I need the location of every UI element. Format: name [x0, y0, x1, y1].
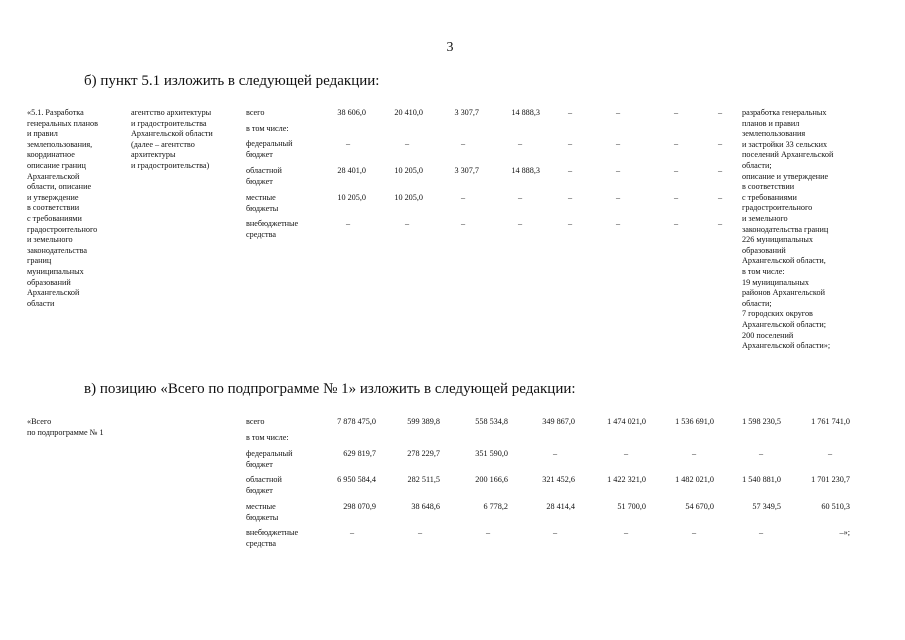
table-cell: 1 761 741,0 — [811, 417, 850, 426]
row-label: областной — [246, 166, 282, 175]
result-text-line: 7 городских округов — [742, 309, 813, 319]
table-cell: – — [623, 449, 629, 458]
result-text-line: области; — [742, 161, 772, 170]
table-cell: – — [615, 219, 621, 228]
table-cell: –»; — [839, 528, 850, 537]
table-cell: 54 670,0 — [685, 502, 714, 511]
item-text-line: и земельного — [27, 235, 73, 245]
table-cell: – — [417, 528, 423, 537]
table-cell: – — [404, 139, 410, 148]
executor-text-line: и градостроительства) — [131, 161, 210, 170]
item-text-line: описание границ — [27, 161, 86, 170]
item-text-line: землепользования, — [27, 139, 93, 149]
table-cell: 28 401,0 — [337, 166, 366, 175]
result-text-line: 200 поселений — [742, 330, 794, 340]
item-text-line: и правил — [27, 129, 58, 139]
row-label: средства — [246, 229, 277, 239]
table-cell: 321 452,6 — [542, 475, 575, 484]
executor-text-line: (далее – агентство — [131, 139, 195, 149]
result-text-line: в том числе: — [742, 267, 785, 276]
result-text-line: Архангельской области, — [742, 256, 826, 266]
item-text-line: муниципальных — [27, 267, 84, 276]
table-cell: 351 590,0 — [475, 449, 508, 458]
table-cell: 298 070,9 — [343, 502, 376, 511]
row-label: бюджеты — [246, 203, 279, 213]
executor-text-line: и градостроительства — [131, 118, 207, 128]
table-cell: – — [673, 166, 679, 175]
table-cell: 14 888,3 — [511, 108, 540, 117]
table-cell: 3 307,7 — [454, 108, 479, 117]
table-cell: – — [485, 528, 491, 537]
item-text-line: «Всего — [27, 417, 52, 426]
table-cell: – — [827, 449, 833, 458]
table-cell: – — [673, 193, 679, 202]
result-text-line: поселений Архангельской — [742, 150, 834, 160]
item-text-line: области — [27, 298, 55, 308]
table-cell: 6 950 584,4 — [337, 475, 376, 484]
table-cell: 3 307,7 — [454, 166, 479, 175]
table-cell: – — [691, 528, 697, 537]
row-label: всего — [246, 417, 265, 426]
item-text-line: градостроительного — [27, 224, 98, 234]
table-cell: 51 700,0 — [617, 502, 646, 511]
row-label: в том числе: — [246, 433, 289, 442]
table-cell: – — [460, 139, 466, 148]
result-text-line: образований — [742, 245, 786, 255]
table-cell: – — [673, 139, 679, 148]
table-cell: 10 205,0 — [394, 166, 423, 175]
row-label: федеральный — [246, 449, 293, 458]
table-cell: – — [717, 166, 723, 175]
table-cell: 278 229,7 — [407, 449, 440, 458]
table-cell: 60 510,3 — [821, 502, 850, 511]
result-text-line: в соответствии — [742, 182, 795, 192]
table-cell: 7 878 475,0 — [337, 417, 376, 426]
result-text-line: законодательства границ — [742, 224, 829, 234]
table-cell: 1 598 230,5 — [742, 417, 781, 426]
section-v-heading: в) позицию «Всего по подпрограмме № 1» изложить в следующей редакции: — [84, 381, 576, 397]
row-label: бюджеты — [246, 512, 279, 522]
executor-text-line: Архангельской области — [131, 129, 213, 139]
item-text-line: координатное — [27, 150, 75, 160]
table-cell: 38 648,6 — [411, 502, 440, 511]
table-cell: – — [460, 219, 466, 228]
row-label: внебюджетные — [246, 528, 299, 537]
table-cell: 10 205,0 — [394, 193, 423, 202]
table-cell: 599 389,8 — [407, 417, 440, 426]
result-text-line: градостроительного — [742, 203, 813, 213]
row-label: местные — [246, 502, 276, 511]
item-text-line: образований — [27, 277, 71, 287]
item-text-line: и утверждение — [27, 192, 79, 202]
table-cell: – — [758, 449, 764, 458]
table-cell: – — [345, 219, 351, 228]
row-label: бюджет — [246, 149, 273, 159]
table-cell: 14 888,3 — [511, 166, 540, 175]
table-cell: 10 205,0 — [337, 193, 366, 202]
result-text-line: районов Архангельской — [742, 288, 825, 298]
table-cell: 558 534,8 — [475, 417, 508, 426]
item-text-line: по подпрограмме № 1 — [27, 427, 104, 437]
table-cell: – — [615, 166, 621, 175]
table-cell: – — [717, 108, 723, 117]
table-cell: – — [691, 449, 697, 458]
row-label: бюджет — [246, 176, 273, 186]
table-cell: – — [717, 219, 723, 228]
page-number: 3 — [446, 40, 454, 55]
row-label: областной — [246, 475, 282, 484]
table-cell: – — [404, 219, 410, 228]
item-text-line: границ — [27, 256, 52, 266]
result-text-line: области; — [742, 298, 772, 308]
table-cell: – — [673, 219, 679, 228]
result-text-line: Архангельской области; — [742, 320, 827, 329]
table-cell: 20 410,0 — [394, 108, 423, 117]
table-cell: – — [517, 139, 523, 148]
result-text-line: 19 муниципальных — [742, 277, 809, 287]
table-cell: – — [345, 139, 351, 148]
item-text-line: области, описание — [27, 182, 92, 192]
item-text-line: с требованиями — [27, 214, 82, 223]
table-cell: – — [567, 166, 573, 175]
table-cell: 1 701 230,7 — [811, 475, 850, 484]
table-cell: 28 414,4 — [546, 502, 575, 511]
table-cell: 1 536 691,0 — [675, 417, 714, 426]
table-cell: – — [552, 528, 558, 537]
row-label: в том числе: — [246, 124, 289, 133]
table-cell: – — [615, 193, 621, 202]
table-cell: – — [552, 449, 558, 458]
item-text-line: Архангельской — [27, 288, 80, 298]
item-text-line: в соответствии — [27, 203, 80, 213]
row-label: средства — [246, 538, 277, 548]
table-cell: 629 819,7 — [343, 449, 376, 458]
executor-text-line: агентство архитектуры — [131, 108, 212, 117]
table-cell: 349 867,0 — [542, 417, 575, 426]
result-text-line: разработка генеральных — [742, 108, 827, 117]
table-cell: – — [673, 108, 679, 117]
result-text-line: землепользования — [742, 129, 806, 139]
table-cell: – — [517, 193, 523, 202]
table-cell: 57 349,5 — [752, 502, 781, 511]
table-cell: 6 778,2 — [483, 502, 508, 511]
result-text-line: планов и правил — [742, 118, 800, 128]
table-cell: – — [615, 108, 621, 117]
table-cell: – — [567, 193, 573, 202]
table-cell: – — [567, 108, 573, 117]
row-label: бюджет — [246, 459, 273, 469]
result-text-line: Архангельской области»; — [742, 341, 831, 351]
table-cell: 200 166,6 — [475, 475, 508, 484]
item-text-line: законодательства — [27, 245, 87, 255]
result-text-line: 226 муниципальных — [742, 235, 814, 245]
section-b-heading: б) пункт 5.1 изложить в следующей редакции: — [84, 73, 380, 89]
table-cell: 1 422 321,0 — [607, 475, 646, 484]
row-label: бюджет — [246, 485, 273, 495]
row-label: федеральный — [246, 139, 293, 148]
table-cell: 1 474 021,0 — [607, 417, 646, 426]
executor-text-line: архитектуры — [131, 150, 176, 160]
table-cell: – — [717, 193, 723, 202]
item-text-line: генеральных планов — [27, 118, 98, 128]
result-text-line: с требованиями — [742, 192, 797, 202]
result-text-line: и застройки 33 сельских — [742, 139, 828, 149]
item-text-line: «5.1. Разработка — [27, 108, 84, 117]
table-cell: – — [615, 139, 621, 148]
table-cell: 1 482 021,0 — [675, 475, 714, 484]
row-label: внебюджетные — [246, 219, 299, 228]
table-cell: – — [717, 139, 723, 148]
result-text-line: описание и утверждение — [742, 171, 829, 181]
table-cell: 38 606,0 — [337, 108, 366, 117]
table-cell: – — [349, 528, 355, 537]
table-cell: – — [758, 528, 764, 537]
table-cell: – — [460, 193, 466, 202]
result-text-line: и земельного — [742, 214, 788, 223]
item-text-line: Архангельской — [27, 171, 80, 181]
row-label: всего — [246, 108, 265, 117]
table-cell: – — [517, 219, 523, 228]
table-cell: – — [567, 139, 573, 148]
table-cell: – — [567, 219, 573, 228]
row-label: местные — [246, 193, 276, 202]
table-cell: 282 511,5 — [407, 475, 440, 484]
table-cell: 1 540 881,0 — [742, 475, 781, 484]
table-cell: – — [623, 528, 629, 537]
